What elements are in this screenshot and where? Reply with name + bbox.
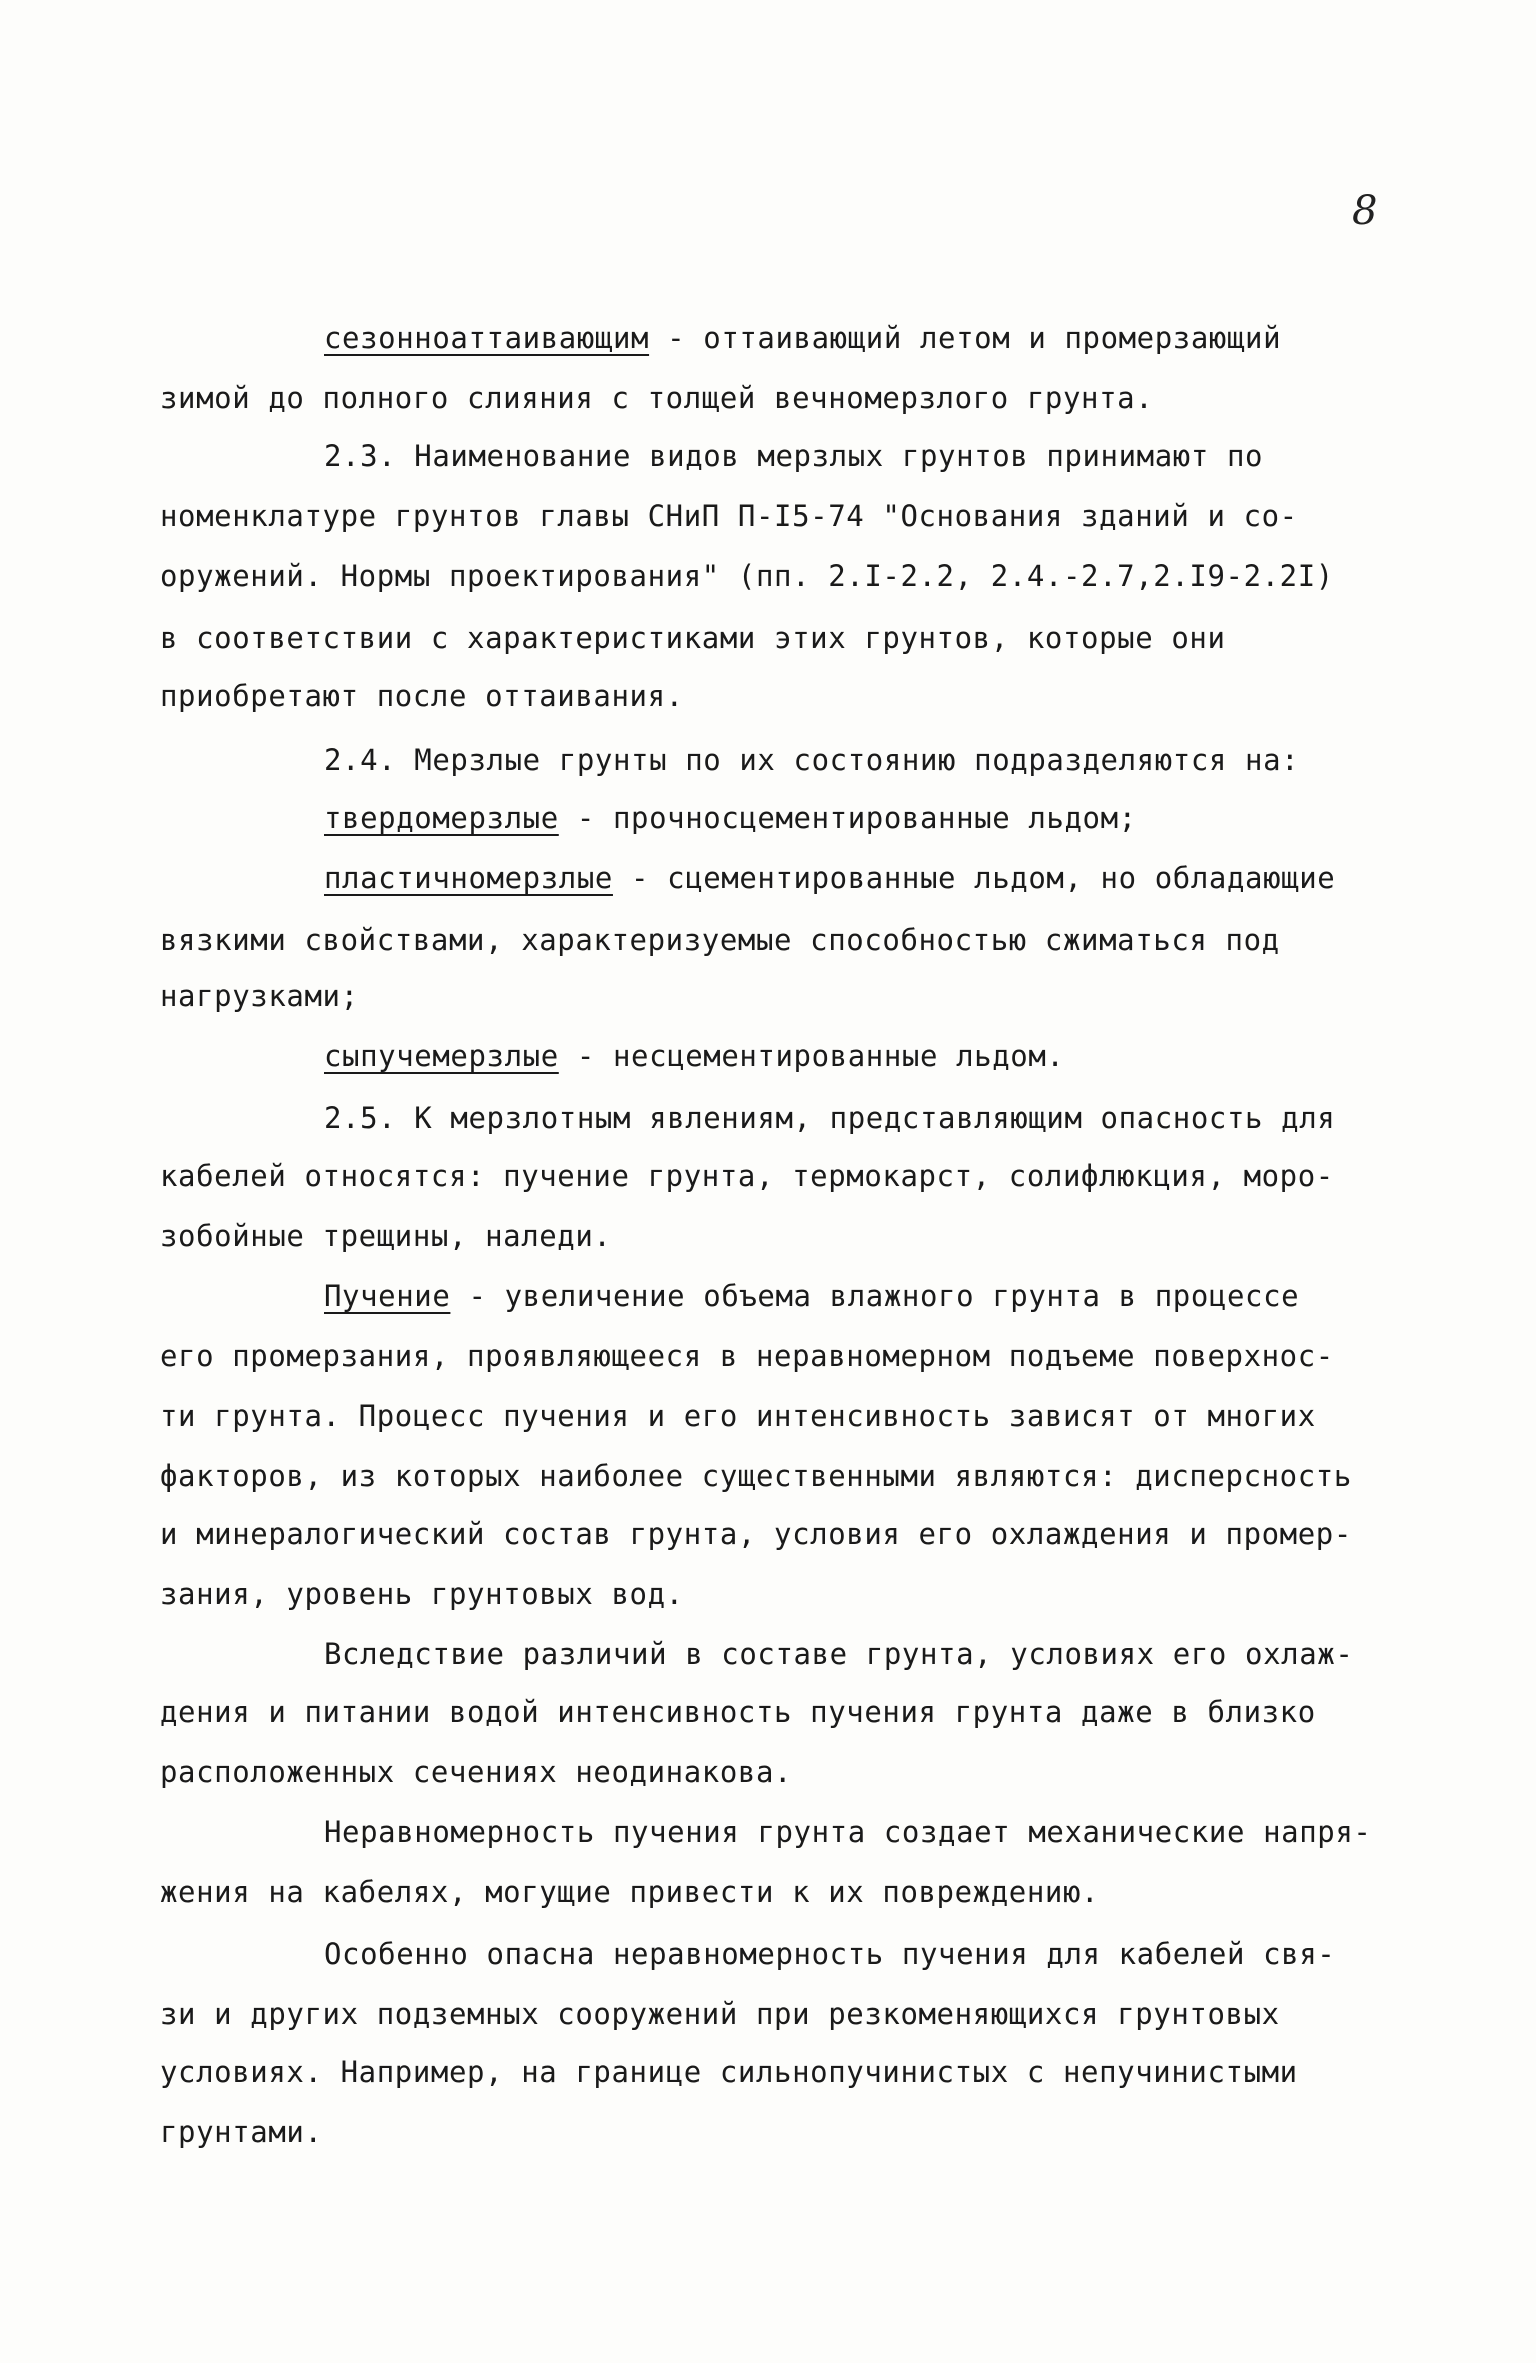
text-line bbox=[324, 1634, 1353, 1674]
text-line bbox=[160, 676, 684, 716]
defined-term: Пучение bbox=[324, 1279, 451, 1313]
line-text: жения на кабелях, могущие привести к их повреждению. bbox=[160, 1875, 1100, 1909]
line-text: зи и других подземных сооружений при резкоменяющихся грунтовых bbox=[160, 1997, 1280, 2031]
line-text: приобретают после оттаивания. bbox=[160, 679, 684, 713]
text-line bbox=[160, 496, 1298, 536]
text-line bbox=[160, 1216, 612, 1256]
text-line bbox=[160, 1872, 1099, 1912]
line-text: Особенно опасна неравномерность пучения для кабелей свя- bbox=[324, 1937, 1336, 1971]
line-text: грунтами. bbox=[160, 2115, 323, 2149]
text-line bbox=[160, 1994, 1280, 2034]
line-text: факторов, из которых наиболее существенными являются: дисперсность bbox=[160, 1459, 1352, 1493]
text-line bbox=[160, 2052, 1298, 2092]
text-line bbox=[324, 1276, 1299, 1316]
line-text: в соответствии с характеристиками этих грунтов, которые они bbox=[160, 621, 1226, 655]
defined-term: сезонноаттаивающим bbox=[324, 321, 650, 355]
defined-term: пластичномерзлые bbox=[324, 861, 613, 895]
text-line bbox=[160, 1396, 1316, 1436]
text-line bbox=[160, 920, 1280, 960]
line-text: Вследствие различий в составе грунта, условиях его охлаж- bbox=[324, 1637, 1354, 1671]
line-text: 2.4. Мерзлые грунты по их состоянию подразделяются на: bbox=[324, 743, 1300, 777]
text-line bbox=[324, 436, 1263, 476]
text-line bbox=[160, 2112, 323, 2152]
text-line bbox=[160, 1514, 1352, 1554]
line-text: его промерзания, проявляющееся в неравномерном подъеме поверхнос- bbox=[160, 1339, 1334, 1373]
line-text: оружений. Нормы проектирования" (пп. 2.I-2.2, 2.4.-2.7,2.I9-2.2I) bbox=[160, 559, 1334, 593]
text-line bbox=[324, 740, 1299, 780]
text-line bbox=[160, 1692, 1316, 1732]
line-text: кабелей относятся: пучение грунта, термокарст, солифлюкция, моро- bbox=[160, 1159, 1334, 1193]
text-line bbox=[324, 798, 1137, 838]
text-line bbox=[160, 976, 359, 1016]
text-line bbox=[160, 378, 1153, 418]
text-line bbox=[324, 1036, 1064, 1076]
text-line bbox=[324, 1934, 1335, 1974]
line-text: зобойные трещины, наледи. bbox=[160, 1219, 612, 1253]
text-line bbox=[160, 1156, 1334, 1196]
line-text: - несцементированные льдом. bbox=[558, 1039, 1065, 1073]
text-line bbox=[324, 1812, 1371, 1852]
line-text: ти грунта. Процесс пучения и его интенсивность зависят от многих bbox=[160, 1399, 1316, 1433]
line-text: вязкими свойствами, характеризуемые способностью сжиматься под bbox=[160, 923, 1280, 957]
line-text: - сцементированные льдом, но обладающие bbox=[612, 861, 1336, 895]
text-line bbox=[324, 318, 1281, 358]
line-text: и минералогический состав грунта, условия его охлаждения и промер- bbox=[160, 1517, 1352, 1551]
text-line bbox=[324, 1098, 1335, 1138]
text-line bbox=[160, 1574, 684, 1614]
line-text: Неравномерность пучения грунта создает механические напря- bbox=[324, 1815, 1372, 1849]
line-text: - увеличение объема влажного грунта в процессе bbox=[450, 1279, 1300, 1313]
line-text: зания, уровень грунтовых вод. bbox=[160, 1577, 684, 1611]
line-text: 2.5. К мерзлотным явлениям, представляющим опасность для bbox=[324, 1101, 1336, 1135]
text-line bbox=[160, 618, 1226, 658]
page-number: 8 bbox=[1352, 188, 1378, 234]
text-line bbox=[160, 1336, 1334, 1376]
line-text: нагрузками; bbox=[160, 979, 359, 1013]
line-text: номенклатуре грунтов главы СНиП П-I5-74 "Основания зданий и со- bbox=[160, 499, 1298, 533]
defined-term: твердомерзлые bbox=[324, 801, 559, 835]
line-text: условиях. Например, на границе сильнопучинистых с непучинистыми bbox=[160, 2055, 1298, 2089]
text-line bbox=[160, 1752, 792, 1792]
defined-term: сыпучемерзлые bbox=[324, 1039, 559, 1073]
line-text: дения и питании водой интенсивность пучения грунта даже в близко bbox=[160, 1695, 1316, 1729]
line-text: расположенных сечениях неодинакова. bbox=[160, 1755, 793, 1789]
text-line bbox=[324, 858, 1335, 898]
text-line bbox=[160, 556, 1334, 596]
line-text: - оттаивающий летом и промерзающий bbox=[649, 321, 1282, 355]
line-text: - прочносцементированные льдом; bbox=[558, 801, 1137, 835]
text-line bbox=[160, 1456, 1352, 1496]
line-text: 2.3. Наименование видов мерзлых грунтов принимают по bbox=[324, 439, 1264, 473]
line-text: зимой до полного слияния с толщей вечномерзлого грунта. bbox=[160, 381, 1154, 415]
